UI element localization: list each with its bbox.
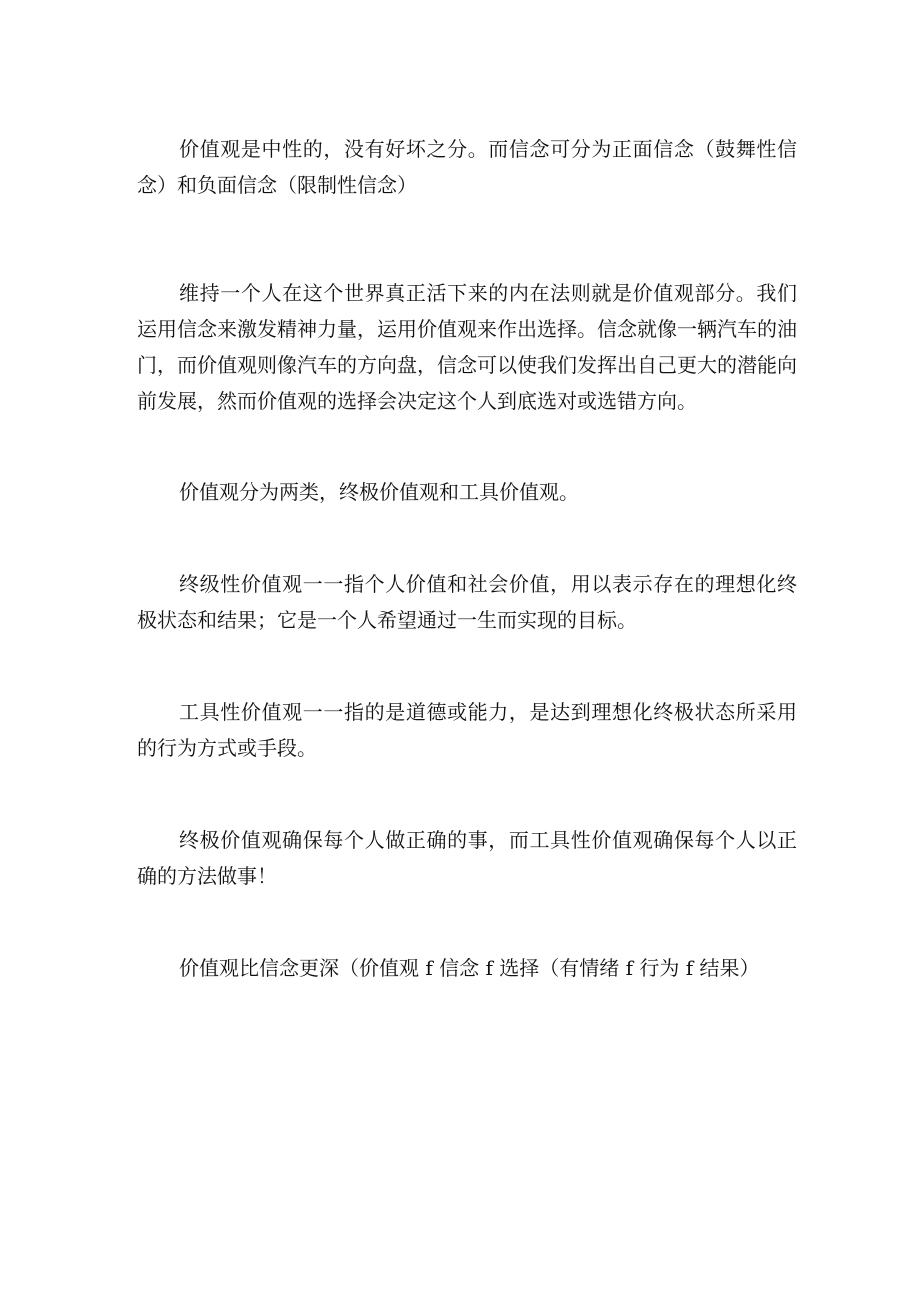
paragraph-terminal-values: 终级性价值观一一指个人价值和社会价值，用以表示存在的理想化终极状态和结果；它是一个人希望通过一生而实现的目标。 <box>137 572 797 632</box>
paragraph-two-types: 价值观分为两类，终极价值观和工具价值观。 <box>179 480 579 504</box>
paragraph-inner-law: 维持一个人在这个世界真正活下来的内在法则就是价值观部分。我们运用信念来激发精神力量，运用价值观来作出选择。信念就像一辆汽车的油门，而价值观则像汽车的方向盘，信念可以使我们发挥出自己更大的潜能向前发展，然而价值观的选择会决定这个人到底选对或选错方向。 <box>137 281 797 413</box>
paragraph-values-deeper: 价值观比信念更深（价值观 f 信念 f 选择（有情绪 f 行为 f 结果） <box>179 956 760 980</box>
paragraph-instrumental-values: 工具性价值观一一指的是道德或能力，是达到理想化终极状态所采用的行为方式或手段。 <box>137 700 797 760</box>
paragraph-values-neutral: 价值观是中性的，没有好坏之分。而信念可分为正面信念（鼓舞性信念）和负面信念（限制性信念） <box>137 137 797 197</box>
document-body <box>137 131 797 986</box>
paragraph-doing-right: 终极价值观确保每个人做正确的事，而工具性价值观确保每个人以正确的方法做事！ <box>137 828 797 888</box>
